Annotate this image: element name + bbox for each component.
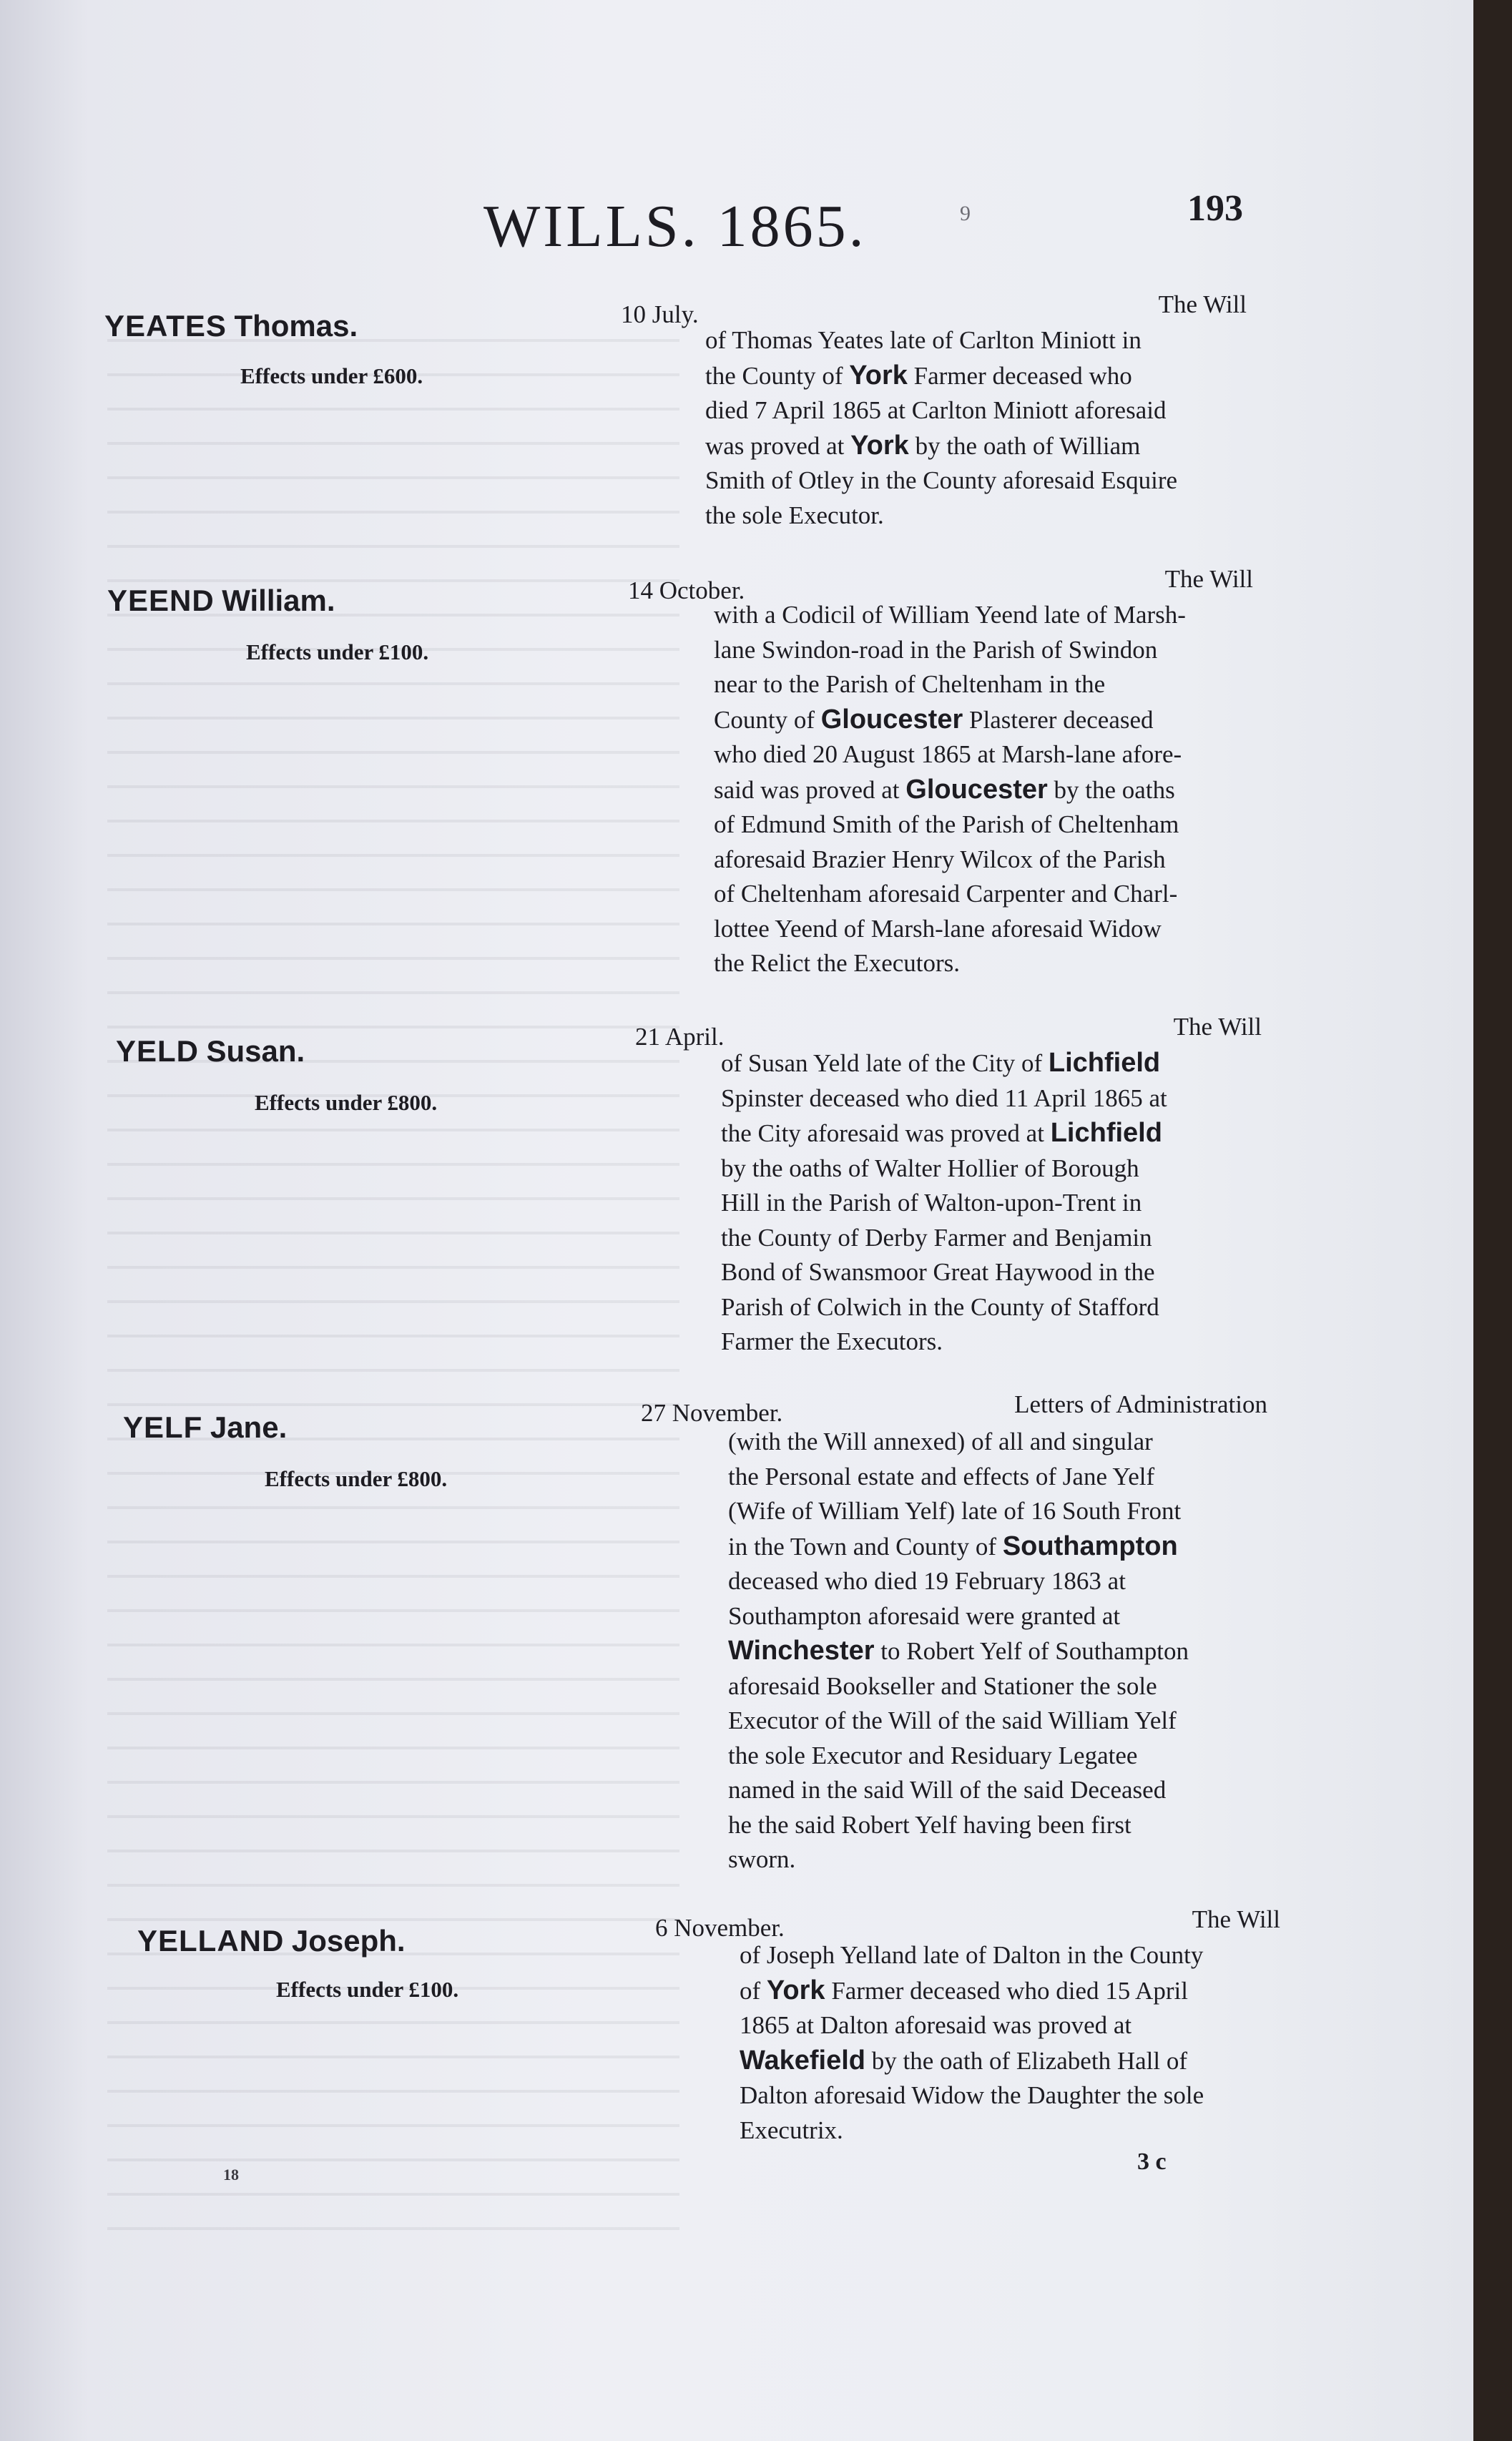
body-text: Bond of Swansmoor Great Haywood in the bbox=[721, 1258, 1155, 1286]
body-text: (Wife of William Yelf) late of 16 South Front bbox=[728, 1497, 1182, 1525]
body-line bbox=[740, 2113, 1283, 2148]
body-text: by the oath of William bbox=[908, 431, 1141, 460]
body-text: 1865 at Dalton aforesaid was proved at bbox=[740, 2011, 1132, 2039]
body-text: the sole Executor and Residuary Legatee bbox=[728, 1741, 1138, 1769]
body-line bbox=[728, 1564, 1272, 1599]
body-text: Parish of Colwich in the County of Stafford bbox=[721, 1292, 1159, 1321]
entry-effects: Effects under £800. bbox=[265, 1466, 448, 1491]
entry-kind: The Will bbox=[1173, 1013, 1262, 1041]
place-name: York bbox=[766, 1975, 825, 2005]
entry-kind: The Will bbox=[1192, 1905, 1280, 1933]
entry-date: 6 November. bbox=[655, 1914, 785, 1942]
place-name: Lichfield bbox=[1050, 1118, 1162, 1148]
entry-effects: Effects under £800. bbox=[255, 1090, 438, 1115]
body-line bbox=[714, 877, 1253, 912]
entry-name bbox=[116, 1034, 305, 1069]
body-text: aforesaid Brazier Henry Wilcox of the Parish bbox=[714, 845, 1166, 873]
body-text: of Thomas Yeates late of Carlton Miniott in bbox=[705, 326, 1142, 354]
place-name: Lichfield bbox=[1048, 1048, 1161, 1078]
body-line bbox=[721, 1046, 1263, 1081]
body-line bbox=[728, 1425, 1272, 1460]
entry-body bbox=[714, 598, 1253, 981]
body-line bbox=[705, 428, 1247, 464]
body-line bbox=[740, 2043, 1283, 2079]
header-mark: 9 bbox=[960, 202, 971, 225]
entry-given-name: Joseph. bbox=[291, 1924, 406, 1958]
page-number: 193 bbox=[1187, 188, 1243, 229]
body-text: Farmer deceased who died 15 April bbox=[825, 1976, 1188, 2005]
body-line bbox=[728, 1704, 1272, 1739]
page-title: WILLS. 1865. bbox=[483, 193, 867, 260]
entry-surname: YEEND bbox=[107, 584, 215, 617]
body-line bbox=[721, 1290, 1263, 1325]
entry-date: 27 November. bbox=[641, 1399, 783, 1427]
place-name: Gloucester bbox=[905, 774, 1048, 805]
body-text: Farmer deceased who bbox=[907, 361, 1132, 390]
body-line bbox=[728, 1634, 1272, 1669]
body-text: with a Codicil of William Yeend late of Marsh- bbox=[714, 601, 1186, 629]
body-text: Plasterer deceased bbox=[963, 705, 1154, 734]
body-text: County of bbox=[714, 705, 821, 734]
body-text: in the Town and County of bbox=[728, 1532, 1003, 1561]
body-text: deceased who died 19 February 1863 at bbox=[728, 1567, 1126, 1595]
entry-given-name: Jane. bbox=[210, 1410, 288, 1444]
body-line bbox=[740, 1973, 1283, 2009]
footer-mark: 3 c bbox=[1137, 2148, 1167, 2175]
body-text: Dalton aforesaid Widow the Daughter the sole bbox=[740, 2081, 1204, 2109]
body-line bbox=[740, 2008, 1283, 2043]
place-name: Wakefield bbox=[740, 2045, 865, 2076]
body-text: the City aforesaid was proved at bbox=[721, 1119, 1051, 1147]
body-text: aforesaid Bookseller and Stationer the sole bbox=[728, 1671, 1157, 1700]
body-line bbox=[714, 807, 1253, 843]
entry-kind: The Will bbox=[1164, 565, 1253, 593]
entry-surname: YELD bbox=[116, 1034, 200, 1068]
entry-name bbox=[137, 1924, 406, 1959]
body-line bbox=[728, 1599, 1272, 1634]
body-line bbox=[721, 1255, 1263, 1290]
body-text: the Relict the Executors. bbox=[714, 949, 961, 977]
body-line bbox=[721, 1151, 1263, 1187]
body-text: Executrix. bbox=[740, 2116, 843, 2144]
body-text: he the said Robert Yelf having been first bbox=[728, 1810, 1131, 1839]
body-line bbox=[728, 1808, 1272, 1843]
body-line bbox=[714, 843, 1253, 878]
body-line bbox=[728, 1842, 1272, 1877]
entry-given-name: Thomas. bbox=[234, 309, 358, 343]
place-name: Southampton bbox=[1002, 1531, 1178, 1561]
entry-surname: YEATES bbox=[104, 309, 227, 343]
body-line bbox=[705, 463, 1247, 498]
body-text: sworn. bbox=[728, 1845, 796, 1873]
body-text: the Personal estate and effects of Jane Yelf bbox=[728, 1462, 1155, 1490]
place-name: York bbox=[849, 360, 908, 391]
body-text: who died 20 August 1865 at Marsh-lane afore- bbox=[714, 740, 1182, 768]
body-text: by the oaths of Walter Hollier of Borough bbox=[721, 1154, 1139, 1182]
place-name: Gloucester bbox=[820, 704, 963, 735]
entry-effects: Effects under £100. bbox=[246, 639, 429, 664]
body-line bbox=[714, 772, 1253, 808]
body-text: by the oaths bbox=[1047, 775, 1175, 804]
body-text: by the oath of Elizabeth Hall of bbox=[865, 2046, 1187, 2075]
body-line bbox=[714, 598, 1253, 633]
entry-body bbox=[721, 1046, 1263, 1360]
entry-date: 10 July. bbox=[621, 300, 699, 328]
entry-surname: YELLAND bbox=[137, 1924, 285, 1958]
body-line bbox=[728, 1460, 1272, 1495]
body-line bbox=[714, 702, 1253, 738]
body-line bbox=[728, 1773, 1272, 1808]
place-name: York bbox=[850, 430, 909, 461]
entry-name bbox=[123, 1410, 287, 1445]
entry-body bbox=[740, 1938, 1283, 2148]
body-text: the sole Executor. bbox=[705, 501, 884, 529]
body-line bbox=[721, 1116, 1263, 1151]
body-text: said was proved at bbox=[714, 775, 906, 804]
entry-given-name: Susan. bbox=[206, 1034, 305, 1068]
body-text: Southampton aforesaid were granted at bbox=[728, 1601, 1121, 1630]
entry-effects: Effects under £100. bbox=[276, 1977, 459, 2002]
body-text: the County of Derby Farmer and Benjamin bbox=[721, 1223, 1152, 1252]
body-line bbox=[705, 393, 1247, 428]
body-text: to Robert Yelf of Southampton bbox=[874, 1637, 1189, 1665]
body-text: lottee Yeend of Marsh-lane aforesaid Widow bbox=[714, 914, 1162, 943]
body-text: Executor of the Will of the said William Yelf bbox=[728, 1706, 1177, 1734]
entry-name bbox=[107, 584, 335, 619]
place-name: Winchester bbox=[728, 1636, 875, 1666]
body-text: of Susan Yeld late of the City of bbox=[721, 1049, 1049, 1077]
body-text: Hill in the Parish of Walton-upon-Trent in bbox=[721, 1189, 1142, 1217]
entry-given-name: William. bbox=[222, 584, 335, 617]
body-line bbox=[714, 633, 1253, 668]
body-line bbox=[728, 1529, 1272, 1565]
body-line bbox=[728, 1494, 1272, 1529]
body-text: of Joseph Yelland late of Dalton in the County bbox=[740, 1941, 1204, 1969]
body-line bbox=[705, 358, 1247, 394]
body-line bbox=[705, 498, 1247, 534]
body-line bbox=[728, 1739, 1272, 1774]
entry-date: 21 April. bbox=[635, 1023, 725, 1051]
body-text: of Edmund Smith of the Parish of Cheltenham bbox=[714, 810, 1179, 838]
body-line bbox=[721, 1081, 1263, 1116]
entry-date: 14 October. bbox=[628, 576, 745, 604]
body-text: Smith of Otley in the County aforesaid Esquire bbox=[705, 466, 1178, 494]
body-text: Farmer the Executors. bbox=[721, 1327, 943, 1355]
body-line bbox=[721, 1221, 1263, 1256]
body-line bbox=[740, 2078, 1283, 2113]
body-line bbox=[714, 737, 1253, 772]
body-text: lane Swindon-road in the Parish of Swindon bbox=[714, 635, 1158, 664]
entry-kind: Letters of Administration bbox=[1014, 1390, 1267, 1418]
body-text: of bbox=[740, 1976, 767, 2005]
body-text: the County of bbox=[705, 361, 850, 390]
body-text: named in the said Will of the said Deceased bbox=[728, 1776, 1167, 1804]
entry-body bbox=[705, 323, 1247, 533]
body-line bbox=[740, 1938, 1283, 1973]
entry-surname: YELF bbox=[123, 1410, 203, 1444]
body-text: of Cheltenham aforesaid Carpenter and Charl- bbox=[714, 880, 1178, 908]
body-line bbox=[714, 912, 1253, 947]
entry-body bbox=[728, 1425, 1272, 1877]
body-text: Spinster deceased who died 11 April 1865 at bbox=[721, 1084, 1167, 1112]
footer-signature: 18 bbox=[223, 2166, 239, 2184]
entry-effects: Effects under £600. bbox=[240, 363, 423, 388]
body-line bbox=[721, 1325, 1263, 1360]
body-text: (with the Will annexed) of all and singular bbox=[728, 1428, 1153, 1455]
entry-name bbox=[104, 309, 358, 344]
body-text: died 7 April 1865 at Carlton Miniott aforesaid bbox=[705, 396, 1167, 424]
body-line bbox=[714, 667, 1253, 702]
body-text: near to the Parish of Cheltenham in the bbox=[714, 670, 1106, 698]
entry-kind: The Will bbox=[1158, 290, 1247, 318]
body-line bbox=[728, 1669, 1272, 1704]
body-line bbox=[721, 1186, 1263, 1221]
body-text: was proved at bbox=[705, 431, 851, 460]
body-line bbox=[705, 323, 1247, 358]
body-line bbox=[714, 946, 1253, 981]
